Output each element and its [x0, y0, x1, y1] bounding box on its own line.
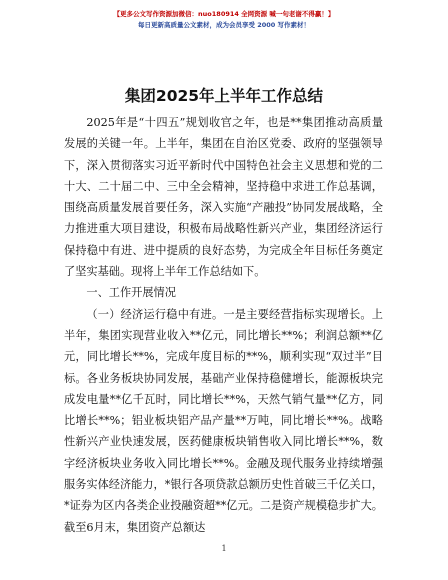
document-title: 集团2025年上半年工作总结 — [124, 87, 324, 105]
promo-banner — [0, 9, 448, 31]
document-body — [64, 112, 383, 538]
paragraph-economic: （一）经济运行稳中有进。一是主要经营指标实现增长。上半年，集团实现营业收入**亿元，同比增长**%；利润总额**亿元，同比增长**%，完成年度目标的**%，顺利实现“双过半”目标。各业务板块协同发展，基础产业保持稳健增长，能源板块完成发电量**亿千瓦时，同比增长**%，天然气销气量**亿方，同比增长**%；铝业板块铝产品产量**万吨，同比增长**%。战略性新兴产业快速发展，医药健康板块销售收入同比增长**%，数字经济板块业务收入同比增长**%。金融及现代服务业持续增强服务实体经济能力，*银行各项贷款总额历史性首破三千亿关口，*证券为区内各类企业投融资超**亿元。二是资产规模稳步扩大。截至6月末，集团资产总额达 — [64, 307, 383, 534]
paragraph-intro: 2025年是“十四五”规划收官之年，也是**集团推动高质量发展的关键一年。上半年，集团在自治区党委、政府的坚强领导下，深入贯彻落实习近平新时代中国特色社会主义思想和党的二十大、二十届二中、三中全会精神，坚持稳中求进工作总基调，围绕高质量发展首要任务，深入实施“产融投”协同发展战略，全力推进重大项目建设，积极布局战略性新兴产业，集团经济运行保持稳中有进、进中提质的良好态势，为完成全年目标任务奠定了坚实基础。现将上半年工作总结如下。 — [64, 116, 383, 279]
page-number: 1 — [221, 544, 227, 553]
promo-line-1: 【更多公文写作资源加微信：nuo180914 全网资源 喊一句老谢不得赢！】 — [113, 10, 335, 18]
promo-line-2: 每日更新高质量公文素材，成为会员享受 2000 写作素材！ — [137, 21, 311, 29]
section-heading: 一、工作开展情况 — [86, 286, 176, 300]
